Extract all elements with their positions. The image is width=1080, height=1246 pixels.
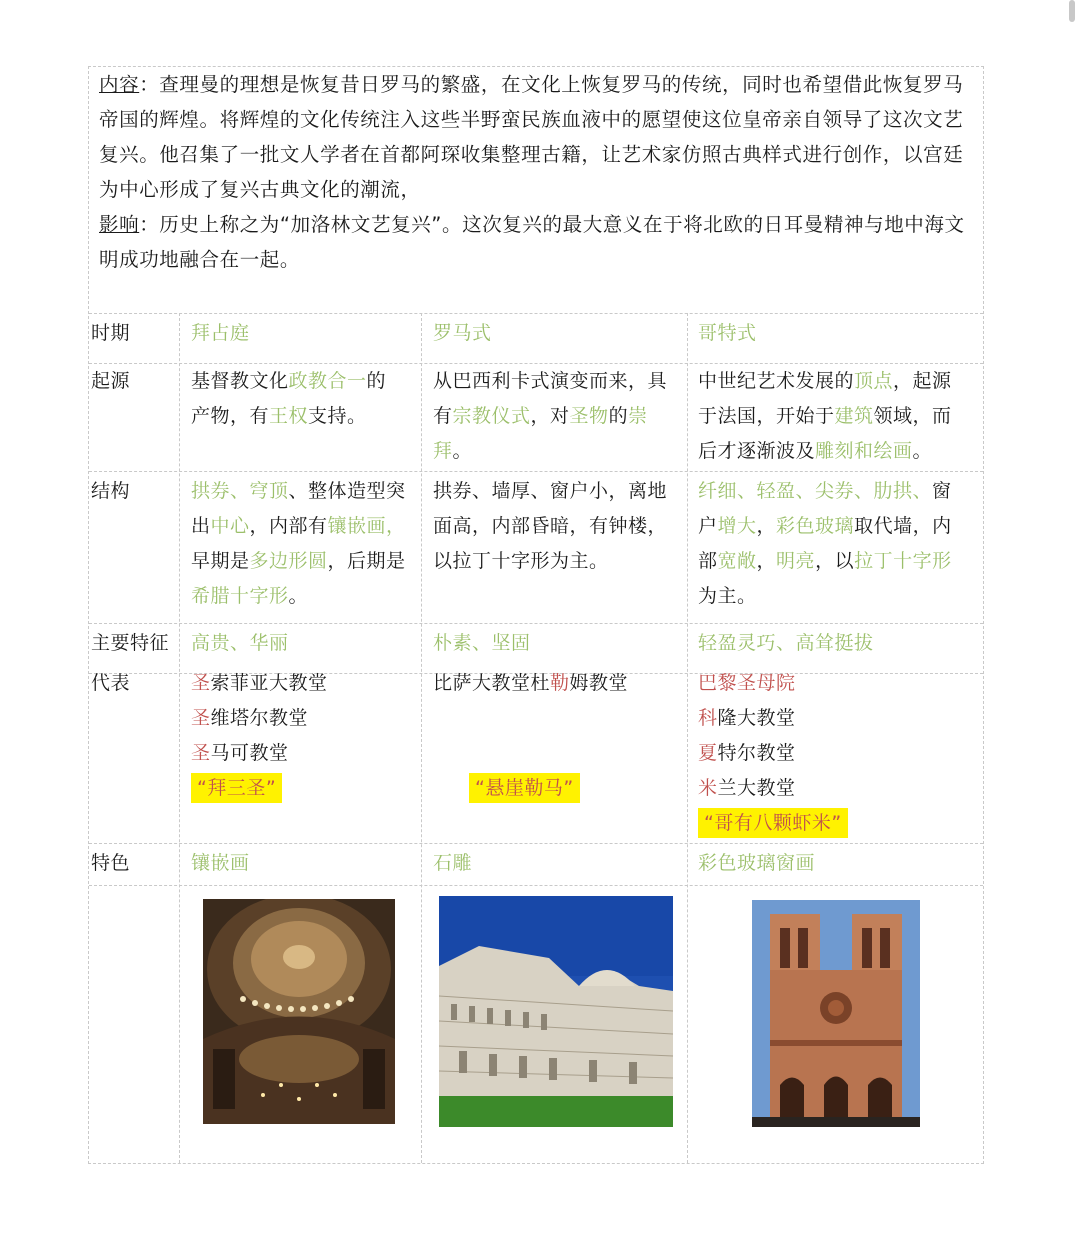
text-run: 维塔尔教堂 [210, 707, 309, 729]
content-text: ：查理曼的理想是恢复昔日罗马的繁盛，在文化上恢复罗马的传统，同时也希望借此恢复罗马帝国的辉煌。将辉煌的文化传统注入这些半野蛮民族血液中的愿望使这位皇帝亲自领导了这次文艺复兴。他召集了一批文人学者在首都阿琛收集整理古籍，让艺术家仿照古典样式进行创作，以宫廷为中心形成了复兴古典文化的潮流， [99, 73, 964, 201]
mnemonic-highlight: “拜三圣” [191, 773, 282, 803]
text-run: 为主。 [698, 585, 757, 607]
highlight-term: 多边形圆 [249, 550, 328, 572]
row-divider [89, 623, 983, 624]
representative-romanesque [433, 666, 689, 701]
mnemonic-char: 巴黎圣母院 [698, 672, 796, 694]
column-divider [421, 313, 422, 1163]
impact-paragraph [99, 207, 977, 277]
text-run: 隆大教堂 [717, 707, 796, 729]
text-run: 户 [698, 515, 718, 537]
origin-romanesque [433, 364, 689, 469]
text-run: ， [756, 515, 777, 537]
text-run: ，后期是 [327, 550, 406, 572]
row-divider [89, 313, 983, 314]
text-run: 基督教文化 [191, 370, 289, 392]
highlight-term: 建筑 [834, 405, 874, 427]
row-label-specialty: 特色 [91, 852, 131, 874]
text-run: 于法国，开始于 [698, 405, 835, 427]
representative-byzantine [191, 666, 419, 806]
highlight-term: 崇 [628, 405, 648, 427]
text-run: 、整体造型突 [288, 480, 406, 502]
text-run: ，对 [530, 405, 570, 427]
list-item [191, 666, 419, 701]
features-romanesque: 朴素、坚固 [433, 632, 531, 654]
list-item [433, 666, 689, 701]
specialty-romanesque: 石雕 [433, 852, 473, 874]
features-gothic: 轻盈灵巧、高耸挺拔 [698, 632, 874, 654]
highlight-term: 拱券、穹顶 [191, 480, 289, 502]
list-item [698, 771, 984, 806]
text-run: 中世纪艺术发展的 [698, 370, 855, 392]
text-run: 领域，而 [873, 405, 952, 427]
period-byzantine: 拜占庭 [191, 322, 250, 344]
text-run: 特尔教堂 [717, 742, 796, 764]
highlight-term: 彩色玻璃 [776, 515, 855, 537]
highlight-term: 宗教仪式 [452, 405, 531, 427]
scrollbar[interactable] [1069, 0, 1075, 22]
origin-gothic [698, 364, 984, 469]
text-run: 。 [912, 440, 933, 462]
text-run: 窗 [932, 480, 952, 502]
mnemonic-char: 科 [698, 707, 718, 729]
text-run: ，以 [815, 550, 855, 572]
text-run: 有 [433, 405, 453, 427]
row-divider [89, 885, 983, 886]
mnemonic-char: 夏 [698, 742, 718, 764]
highlight-term: 拜 [433, 440, 453, 462]
text-run: 以拉丁十字形为主。 [433, 550, 609, 572]
text-run: 早期是 [191, 550, 250, 572]
text-run: 兰大教堂 [717, 777, 796, 799]
mnemonic-char: 圣 [191, 742, 211, 764]
highlight-term: 雕刻和绘画 [815, 440, 913, 462]
text-run: 产物，有 [191, 405, 270, 427]
content-label: 内容 [99, 73, 140, 96]
text-run: 。 [452, 440, 473, 462]
row-label-structure: 结构 [91, 480, 131, 502]
highlight-term: 拉丁十字形 [854, 550, 952, 572]
structure-gothic [698, 474, 984, 614]
highlight-term: 政教合一 [288, 370, 367, 392]
mnemonic-char: 勒 [550, 672, 570, 694]
specialty-byzantine: 镶嵌画 [191, 852, 250, 874]
text-run: 出 [191, 515, 211, 537]
highlight-term: 顶点 [854, 370, 894, 392]
structure-romanesque [433, 474, 689, 579]
text-run: 马可教堂 [210, 742, 289, 764]
text-run: 姆教堂 [569, 672, 629, 694]
list-item [191, 701, 419, 736]
list-item [191, 736, 419, 771]
highlight-term: 中心 [210, 515, 250, 537]
origin-byzantine [191, 364, 419, 434]
text-run: ， [756, 550, 777, 572]
row-label-representative: 代表 [91, 672, 131, 694]
text-run: 的 [366, 370, 387, 392]
text-run: 从巴西利卡式演变而来，具 [433, 370, 668, 392]
period-romanesque: 罗马式 [433, 322, 492, 344]
representative-romanesque-mnemonic [469, 771, 580, 806]
highlight-term: 增大 [717, 515, 757, 537]
text-run: 面高，内部昏暗，有钟楼， [433, 515, 668, 537]
highlight-term: 圣物 [569, 405, 609, 427]
mnemonic-char: 米 [698, 777, 718, 799]
highlight-term: 明亮 [776, 550, 816, 572]
highlight-term: 宽敞 [717, 550, 757, 572]
text-run: ，起源 [893, 370, 952, 392]
list-item [698, 736, 984, 771]
text-run: 。 [288, 585, 309, 607]
notre-dame-paris-photo [752, 900, 920, 1127]
intro-text [99, 67, 977, 277]
features-byzantine: 高贵、华丽 [191, 632, 289, 654]
text-run: 的 [608, 405, 629, 427]
list-item [698, 666, 984, 701]
text-run: 拱券、墙厚、窗户小，离地 [433, 480, 668, 502]
mnemonic-char: 圣 [191, 707, 211, 729]
specialty-gothic: 彩色玻璃窗画 [698, 852, 816, 874]
mnemonic-highlight: “悬崖勒马” [469, 773, 580, 803]
row-label-features: 主要特征 [91, 632, 170, 654]
text-run: 索菲亚大教堂 [210, 672, 328, 694]
mnemonic-char: 圣 [191, 672, 211, 694]
impact-label: 影响 [99, 213, 140, 236]
text-run: 支持。 [308, 405, 367, 427]
text-run: 取代墙，内 [854, 515, 952, 537]
text-run: 比萨大教堂杜 [433, 672, 551, 694]
mnemonic-highlight: “哥有八颗虾米” [698, 808, 848, 838]
highlight-term: 镶嵌画， [327, 515, 406, 537]
hagia-sophia-dome-photo [203, 899, 395, 1124]
row-label-origin: 起源 [91, 370, 131, 392]
highlight-term: 纤细、轻盈、尖券、肋拱、 [698, 480, 933, 502]
text-run: ，内部有 [249, 515, 328, 537]
row-label-period: 时期 [91, 322, 131, 344]
content-paragraph [99, 67, 977, 207]
text-run: 部 [698, 550, 718, 572]
column-divider [179, 313, 180, 1163]
notes-document [88, 66, 984, 1164]
representative-gothic [698, 666, 984, 841]
structure-byzantine [191, 474, 421, 614]
highlight-term: 王权 [269, 405, 309, 427]
row-divider [89, 471, 983, 472]
impact-text: ：历史上称之为“加洛林文艺复兴”。这次复兴的最大意义在于将北欧的日耳曼精神与地中海文明成功地融合在一起。 [99, 213, 965, 271]
list-item [698, 701, 984, 736]
pisa-cathedral-photo [439, 896, 673, 1127]
row-divider [89, 843, 983, 844]
highlight-term: 希腊十字形 [191, 585, 289, 607]
period-gothic: 哥特式 [698, 322, 757, 344]
text-run: 后才逐渐波及 [698, 440, 816, 462]
